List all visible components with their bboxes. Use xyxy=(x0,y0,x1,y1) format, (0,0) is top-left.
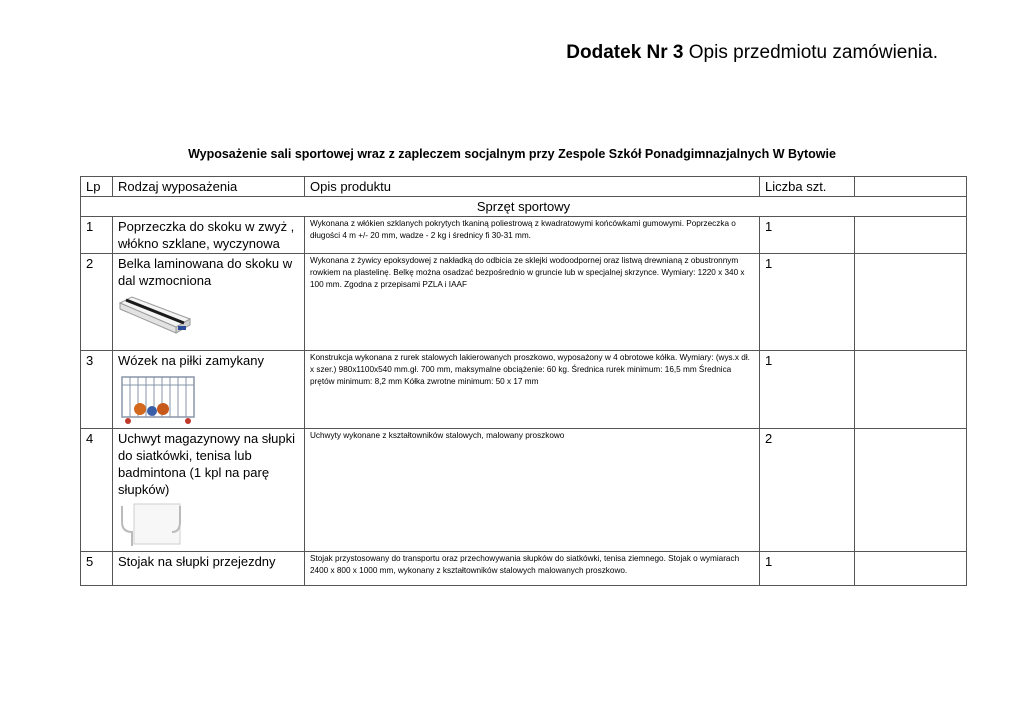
col-extra xyxy=(855,177,967,197)
row-name-cell xyxy=(113,254,305,351)
row-lp: 4 xyxy=(81,429,113,552)
row-lp: 3 xyxy=(81,351,113,429)
row-qty: 1 xyxy=(760,351,855,429)
row-qty: 1 xyxy=(760,217,855,254)
post-holder-image xyxy=(118,502,188,550)
equipment-table xyxy=(80,176,967,586)
section-label: Sprzęt sportowy xyxy=(81,197,967,217)
row-lp: 1 xyxy=(81,217,113,254)
row-lp: 5 xyxy=(81,552,113,586)
row-name: Belka laminowana do skoku w dal wzmocniona xyxy=(118,256,293,288)
section-row xyxy=(81,197,967,217)
table-row xyxy=(81,254,967,351)
row-extra xyxy=(855,254,967,351)
col-desc: Opis produktu xyxy=(305,177,760,197)
table-row xyxy=(81,552,967,586)
row-qty: 1 xyxy=(760,254,855,351)
row-desc: Uchwyty wykonane z kształtowników stalowych, malowany proszkowo xyxy=(305,429,760,552)
row-qty: 2 xyxy=(760,429,855,552)
row-extra xyxy=(855,552,967,586)
row-desc: Wykonana z żywicy epoksydowej z nakładką do odbicia ze sklejki wodoodpornej oraz listwą drewnianą z obustronnym rowkiem na plastelinę. Belkę można osadzać bezpośrednio w gruncie lub w specjalnej skrzynce. Wymiary: 1220 x 340 x 100 mm. Zgodna z przepisami PZLA i IAAF xyxy=(305,254,760,351)
row-name: Poprzeczka do skoku w zwyż , włókno szklane, wyczynowa xyxy=(113,217,305,254)
row-desc: Konstrukcja wykonana z rurek stalowych lakierowanych proszkowo, wyposażony w 4 obrotowe kółka. Wymiary: (wys.x dł. x szer.) 980x1100x540 mm.gł. 700 mm, maksymalne obciążenie: 60 kg. Średnica rurek minimum: 16,5 mm Średnica prętów minimum: 8,2 mm Kółka zwrotne minimum: 50 x 17 mm xyxy=(305,351,760,429)
row-name: Stojak na słupki przejezdny xyxy=(113,552,305,586)
document-title xyxy=(566,42,938,64)
row-desc: Stojak przystosowany do transportu oraz przechowywania słupków do siatkówki, tenisa ziemnego. Stojak o wymiarach 2400 x 800 x 1000 mm, wykonany z kształtowników stalowych malowanych proszkowo. xyxy=(305,552,760,586)
row-extra xyxy=(855,429,967,552)
row-name: Wózek na piłki zamykany xyxy=(118,353,264,368)
row-name-cell xyxy=(113,351,305,429)
title-rest: Opis przedmiotu zamówienia. xyxy=(683,42,938,63)
row-name: Uchwyt magazynowy na słupki do siatkówki, tenisa lub badmintona (1 kpl na parę słupków) xyxy=(118,431,296,497)
table-row xyxy=(81,217,967,254)
table-heading: Wyposażenie sali sportowej wraz z zapleczem socjalnym przy Zespole Szkół Ponadgimnazjalnych W Bytowie xyxy=(188,147,836,161)
row-desc: Wykonana z włókien szklanych pokrytych tkaniną poliestrową z kwadratowymi końcówkami gumowymi. Poprzeczka o długości 4 m +/- 20 mm, wadze - 2 kg i średnicy fi 30-31 mm. xyxy=(305,217,760,254)
col-qty: Liczba szt. xyxy=(760,177,855,197)
table-row xyxy=(81,351,967,429)
title-bold: Dodatek Nr 3 xyxy=(566,42,684,63)
row-extra xyxy=(855,217,967,254)
table-row xyxy=(81,429,967,552)
row-lp: 2 xyxy=(81,254,113,351)
col-lp: Lp xyxy=(81,177,113,197)
row-name-cell xyxy=(113,429,305,552)
table-header-row xyxy=(81,177,967,197)
row-extra xyxy=(855,351,967,429)
row-qty: 1 xyxy=(760,552,855,586)
takeoff-board-image xyxy=(118,293,192,337)
ball-cart-image xyxy=(118,373,198,427)
col-name: Rodzaj wyposażenia xyxy=(113,177,305,197)
